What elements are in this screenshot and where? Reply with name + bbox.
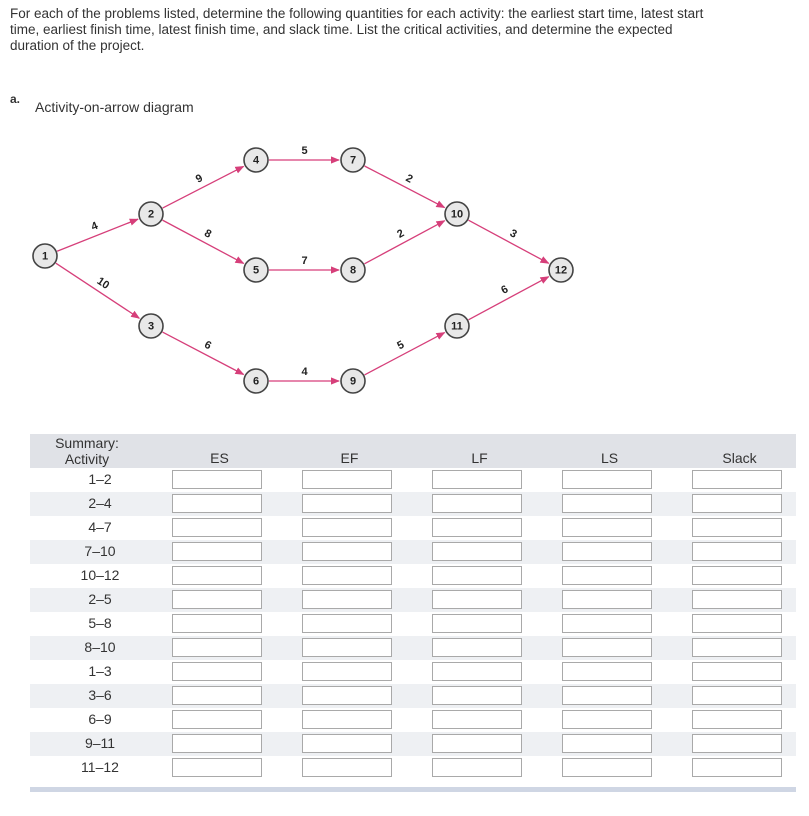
lf-input[interactable] bbox=[432, 710, 522, 729]
activity-arrow-7-10 bbox=[365, 166, 445, 208]
node-label-3: 3 bbox=[147, 320, 155, 333]
part-letter: a. bbox=[10, 92, 21, 106]
activity-arrow-8-10 bbox=[364, 221, 444, 264]
node-label-5: 5 bbox=[252, 264, 260, 277]
bottom-divider bbox=[30, 787, 796, 792]
es-input[interactable] bbox=[172, 710, 262, 729]
node-label-6: 6 bbox=[252, 375, 260, 388]
summary-header bbox=[52, 435, 122, 467]
lf-input[interactable] bbox=[432, 518, 522, 537]
ls-input[interactable] bbox=[562, 518, 652, 537]
ls-input[interactable] bbox=[562, 686, 652, 705]
slack-input[interactable] bbox=[692, 734, 782, 753]
diagram-title: Activity-on-arrow diagram bbox=[35, 99, 194, 115]
ef-input[interactable] bbox=[302, 590, 392, 609]
slack-input[interactable] bbox=[692, 470, 782, 489]
node-4 bbox=[244, 148, 268, 172]
node-8 bbox=[341, 258, 365, 282]
activity-table bbox=[30, 434, 796, 780]
ef-input[interactable] bbox=[302, 614, 392, 633]
duration-label-6-9: 4 bbox=[301, 366, 308, 378]
activity-label: 6–9 bbox=[88, 711, 112, 727]
activity-arrow-10-12 bbox=[468, 220, 548, 263]
node-label-10: 10 bbox=[450, 208, 464, 221]
es-input[interactable] bbox=[172, 734, 262, 753]
es-input[interactable] bbox=[172, 638, 262, 657]
duration-label-2-5: 8 bbox=[202, 227, 214, 241]
table-row bbox=[30, 660, 796, 684]
activity-label: 4–7 bbox=[88, 519, 112, 535]
ls-column-header: LS bbox=[600, 450, 619, 466]
table-row bbox=[30, 588, 796, 612]
activity-label: 2–4 bbox=[88, 495, 112, 511]
activity-arrow-1-3 bbox=[56, 263, 139, 318]
activity-label: 1–3 bbox=[88, 663, 112, 679]
table-row bbox=[30, 684, 796, 708]
duration-label-7-10: 2 bbox=[403, 172, 415, 186]
node-11 bbox=[445, 314, 469, 338]
activity-label: 11–12 bbox=[81, 759, 119, 775]
ef-input[interactable] bbox=[302, 542, 392, 561]
duration-label-5-8: 7 bbox=[301, 255, 308, 267]
duration-label-8-10: 2 bbox=[395, 227, 407, 241]
node-label-9: 9 bbox=[349, 375, 357, 388]
activity-label: 9–11 bbox=[84, 735, 116, 751]
slack-input[interactable] bbox=[692, 614, 782, 633]
table-header bbox=[30, 434, 796, 468]
ls-input[interactable] bbox=[562, 494, 652, 513]
lf-input[interactable] bbox=[432, 590, 522, 609]
ls-input[interactable] bbox=[562, 566, 652, 585]
slack-input[interactable] bbox=[692, 758, 782, 777]
node-2 bbox=[139, 202, 163, 226]
table-row bbox=[30, 708, 796, 732]
duration-label-3-6: 6 bbox=[202, 338, 214, 353]
es-input[interactable] bbox=[172, 566, 262, 585]
node-6 bbox=[244, 369, 268, 393]
lf-column-header: LF bbox=[471, 450, 488, 466]
activity-arrow-11-12 bbox=[468, 277, 548, 320]
ls-input[interactable] bbox=[562, 734, 652, 753]
node-1 bbox=[33, 244, 57, 268]
ef-input[interactable] bbox=[302, 470, 392, 489]
ef-input[interactable] bbox=[302, 758, 392, 777]
slack-column-header: Slack bbox=[722, 450, 757, 466]
table-row bbox=[30, 516, 796, 540]
activity-label: 7–10 bbox=[84, 543, 116, 559]
lf-input[interactable] bbox=[432, 686, 522, 705]
slack-input[interactable] bbox=[692, 638, 782, 657]
lf-input[interactable] bbox=[432, 470, 522, 489]
table-row bbox=[30, 636, 796, 660]
ef-input[interactable] bbox=[302, 518, 392, 537]
activity-arrow-2-4 bbox=[163, 166, 244, 208]
node-label-1: 1 bbox=[41, 250, 49, 263]
es-input[interactable] bbox=[172, 662, 262, 681]
es-input[interactable] bbox=[172, 614, 262, 633]
slack-input[interactable] bbox=[692, 686, 782, 705]
ls-input[interactable] bbox=[562, 758, 652, 777]
ls-input[interactable] bbox=[562, 638, 652, 657]
ls-input[interactable] bbox=[562, 614, 652, 633]
node-label-2: 2 bbox=[147, 208, 155, 221]
lf-input[interactable] bbox=[432, 662, 522, 681]
table-row bbox=[30, 756, 796, 780]
activity-label: 8–10 bbox=[84, 639, 116, 655]
es-input[interactable] bbox=[172, 542, 262, 561]
es-column-header: ES bbox=[210, 450, 229, 466]
ef-input[interactable] bbox=[302, 638, 392, 657]
duration-label-1-2: 4 bbox=[89, 219, 100, 234]
duration-label-4-7: 5 bbox=[301, 145, 308, 157]
node-label-11: 11 bbox=[451, 320, 463, 333]
lf-input[interactable] bbox=[432, 758, 522, 777]
node-10 bbox=[445, 202, 469, 226]
slack-input[interactable] bbox=[692, 590, 782, 609]
ls-input[interactable] bbox=[562, 662, 652, 681]
duration-label-1-3: 10 bbox=[94, 275, 112, 292]
slack-input[interactable] bbox=[692, 566, 782, 585]
table-row bbox=[30, 612, 796, 636]
es-input[interactable] bbox=[172, 470, 262, 489]
table-row bbox=[30, 492, 796, 516]
ef-input[interactable] bbox=[302, 494, 392, 513]
table-row bbox=[30, 540, 796, 564]
ef-input[interactable] bbox=[302, 734, 392, 753]
ef-input[interactable] bbox=[302, 662, 392, 681]
ef-input[interactable] bbox=[302, 686, 392, 705]
activity-arrow-9-11 bbox=[364, 333, 444, 375]
node-3 bbox=[139, 314, 163, 338]
node-9 bbox=[341, 369, 365, 393]
ls-input[interactable] bbox=[562, 542, 652, 561]
node-12 bbox=[549, 258, 573, 282]
lf-input[interactable] bbox=[432, 638, 522, 657]
duration-label-9-11: 5 bbox=[395, 338, 407, 353]
activity-arrow-3-6 bbox=[163, 332, 244, 374]
node-5 bbox=[244, 258, 268, 282]
es-input[interactable] bbox=[172, 686, 262, 705]
lf-input[interactable] bbox=[432, 614, 522, 633]
es-input[interactable] bbox=[172, 590, 262, 609]
activity-arrow-2-5 bbox=[162, 220, 243, 263]
slack-input[interactable] bbox=[692, 518, 782, 537]
table-row bbox=[30, 564, 796, 588]
lf-input[interactable] bbox=[432, 542, 522, 561]
table-row bbox=[30, 468, 796, 492]
activity-column-header: Activity bbox=[64, 451, 110, 467]
es-input[interactable] bbox=[172, 494, 262, 513]
node-label-8: 8 bbox=[349, 264, 357, 277]
es-input[interactable] bbox=[172, 758, 262, 777]
duration-label-2-4: 9 bbox=[193, 172, 205, 186]
es-input[interactable] bbox=[172, 518, 262, 537]
slack-input[interactable] bbox=[692, 662, 782, 681]
activity-label: 3–6 bbox=[88, 687, 112, 703]
slack-input[interactable] bbox=[692, 710, 782, 729]
activity-label: 2–5 bbox=[88, 591, 112, 607]
activity-label: 1–2 bbox=[88, 471, 112, 487]
activity-label: 10–12 bbox=[80, 567, 120, 583]
lf-input[interactable] bbox=[432, 494, 522, 513]
duration-label-11-12: 6 bbox=[499, 283, 511, 297]
slack-input[interactable] bbox=[692, 542, 782, 561]
node-label-4: 4 bbox=[252, 154, 260, 167]
node-label-12: 12 bbox=[554, 264, 568, 277]
duration-label-10-12: 3 bbox=[507, 227, 519, 241]
activity-label: 5–8 bbox=[88, 615, 112, 631]
node-7 bbox=[341, 148, 365, 172]
node-label-7: 7 bbox=[349, 154, 357, 167]
lf-input[interactable] bbox=[432, 566, 522, 585]
ef-input[interactable] bbox=[302, 710, 392, 729]
ls-input[interactable] bbox=[562, 710, 652, 729]
activity-arrow-1-2 bbox=[57, 219, 138, 251]
table-row bbox=[30, 732, 796, 756]
summary-label: Summary: bbox=[55, 435, 119, 451]
problem-statement: For each of the problems listed, determine the following quantities for each activity: the earliest start time, latest start time, earliest finish time, latest finish time, and slack time. List the critical activities, and determine the expected duration of the project. bbox=[10, 6, 704, 53]
ls-input[interactable] bbox=[562, 590, 652, 609]
ls-input[interactable] bbox=[562, 470, 652, 489]
slack-input[interactable] bbox=[692, 494, 782, 513]
lf-input[interactable] bbox=[432, 734, 522, 753]
ef-input[interactable] bbox=[302, 566, 392, 585]
ef-column-header: EF bbox=[340, 450, 359, 466]
